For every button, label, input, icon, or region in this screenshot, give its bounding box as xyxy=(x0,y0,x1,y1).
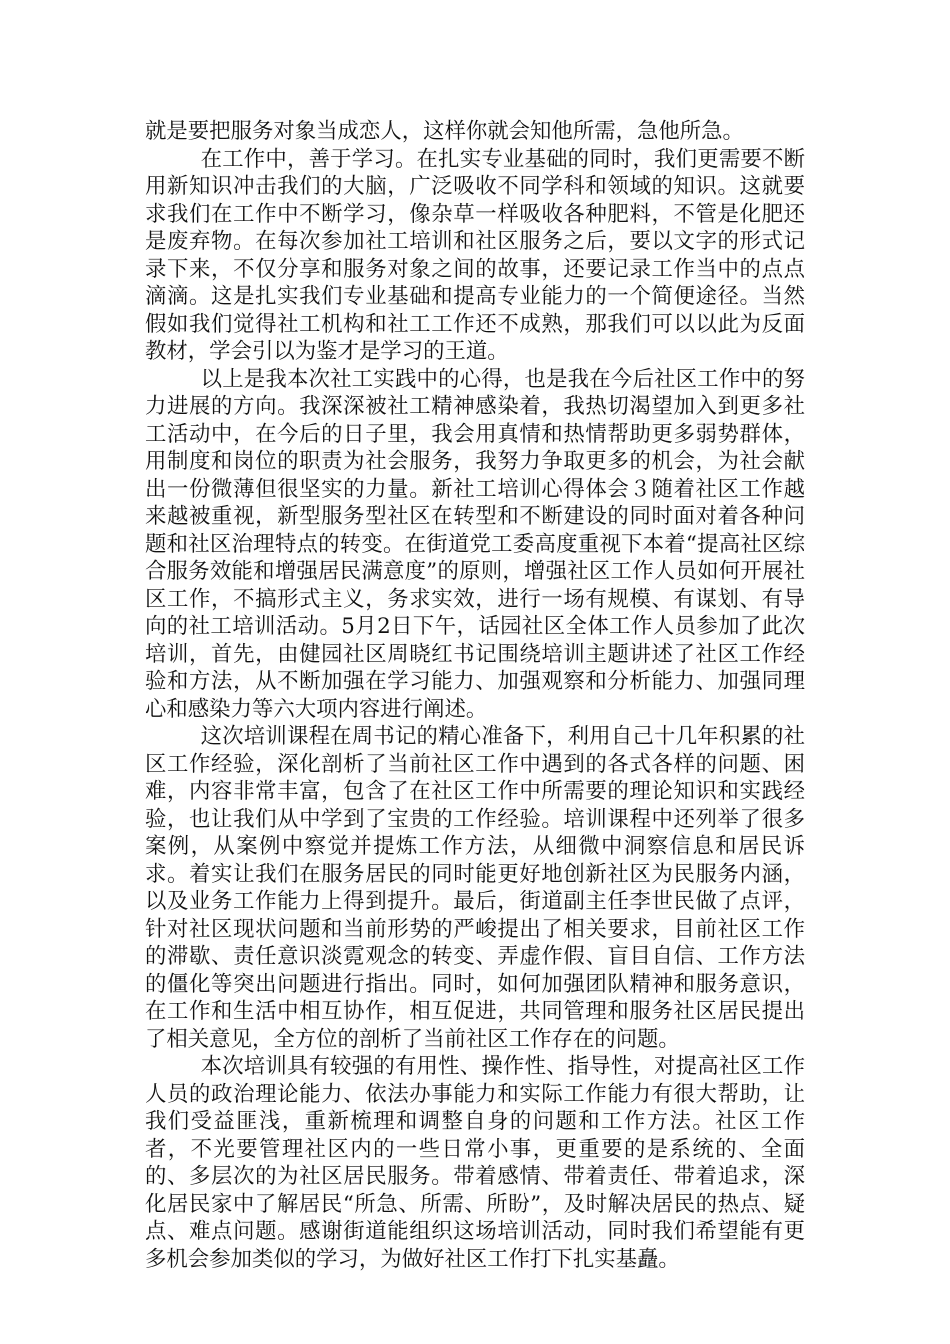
document-body xyxy=(145,118,805,1273)
paragraph-1: 就是要把服务对象当成恋人，这样你就会知他所需，急他所急。 xyxy=(145,119,744,144)
paragraph-3: 以上是我本次社工实践中的心得，也是我在今后社区工作中的努力进展的方向。我深深被社工精神感染着，我热切渴望加入到更多社工活动中，在今后的日子里，我会用真情和热情帮助更多弱势群体，用制度和岗位的职责为社会服务，我努力争取更多的机会，为社会献出一份微薄但很坚实的力量。新社工培训心得体会３随着社区工作越来越被重视，新型服务型社区在转型和不断建设的同时面对着各种问题和社区治理特点的转变。在街道党工委高度重视下本着“提高社区综合服务效能和增强居民满意度”的原则，增强社区工作人员如何开展社区工作，不搞形式主义，务求实效，进行一场有规模、有谋划、有导向的社工培训活动。5月2日下午，话园社区全体工作人员参加了此次培训，首先，由健园社区周晓红书记围绕培训主题讲述了社区工作经验和方法，从不断加强在学习能力、加强观察和分析能力、加强同理心和感染力等六大项内容进行阐述。 xyxy=(145,366,805,722)
paragraph-2: 在工作中，善于学习。在扎实专业基础的同时，我们更需要不断用新知识冲击我们的大脑，广泛吸收不同学科和领域的知识。这就要求我们在工作中不断学习，像杂草一样吸收各种肥料，不管是化肥还是废弃物。在每次参加社工培训和社区服务之后，要以文字的形式记录下来，不仅分享和服务对象之间的故事，还要记录工作当中的点点滴滴。这是扎实我们专业基础和提高专业能力的一个简便途径。当然假如我们觉得社工机构和社工工作还不成熟，那我们可以以此为反面教材，学会引以为鉴才是学习的王道。 xyxy=(145,146,805,364)
paragraph-4: 这次培训课程在周书记的精心准备下，利用自己十几年积累的社区工作经验，深化剖析了当前社区工作中遇到的各式各样的问题、困难，内容非常丰富，包含了在社区工作中所需要的理论知识和实践经验，也让我们从中学到了宝贵的工作经验。培训课程中还列举了很多案例，从案例中察觉并提炼工作方法，从细微中洞察信息和居民诉求。着实让我们在服务居民的同时能更好地创新社区为民服务内涵，以及业务工作能力上得到提升。最后，街道副主任李世民做了点评，针对社区现状问题和当前形势的严峻提出了相关要求，目前社区工作的滞歇、责任意识淡霓观念的转变、弄虚作假、盲目自信、工作方法的僵化等突出问题进行指出。同时，如何加强团队精神和服务意识，在工作和生活中相互协作，相互促进，共同管理和服务社区居民提出了相关意见，全方位的剖析了当前社区工作存在的问题。 xyxy=(145,724,805,1052)
paragraph-5: 本次培训具有较强的有用性、操作性、指导性，对提高社区工作人员的政治理论能力、依法办事能力和实际工作能力有很大帮助，让我们受益匪浅，重新梳理和调整自身的问题和工作方法。社区工作者，不光要管理社区内的一些日常小事，更重要的是系统的、全面的、多层次的为社区居民服务。带着感情、带着责任、带着追求，深化居民家中了解居民“所急、所需、所盼”，及时解决居民的热点、疑点、难点问题。感谢街道能组织这场培训活动，同时我们希望能有更多机会参加类似的学习，为做好社区工作打下扎实基矗。 xyxy=(145,1054,805,1272)
